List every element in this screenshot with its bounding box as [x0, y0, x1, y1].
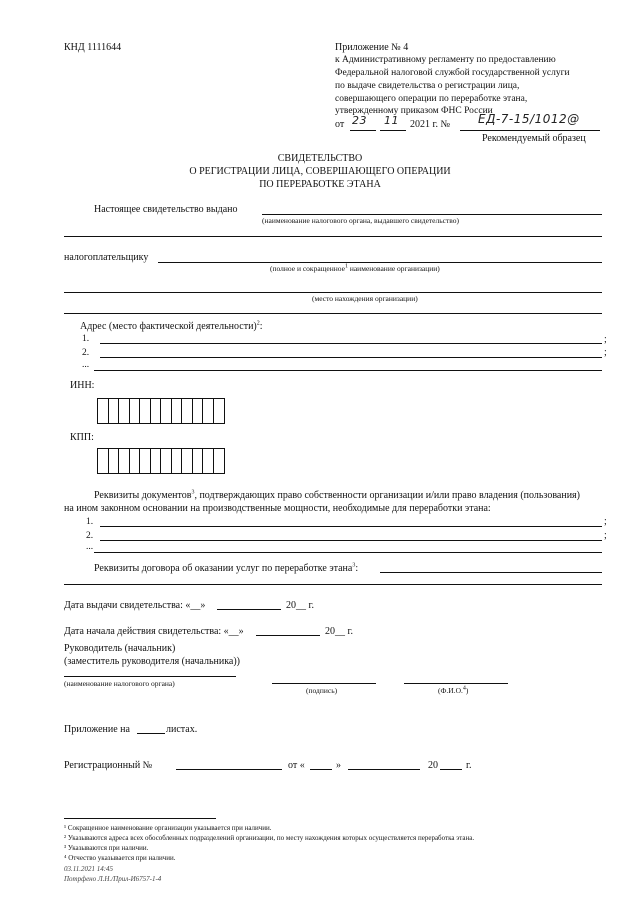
digit-cell[interactable] — [109, 449, 120, 473]
print-stamp-line2: Потрфено Л.Н./Прил-И6757-1-4 — [64, 875, 162, 883]
location-field[interactable] — [64, 292, 602, 293]
digit-cell[interactable] — [203, 449, 214, 473]
signature-field[interactable] — [272, 683, 376, 684]
digit-cell[interactable] — [151, 449, 162, 473]
docs-semicolon: ; — [604, 516, 607, 527]
contract-field[interactable] — [380, 572, 602, 573]
doc-title-line3: ПО ПЕРЕРАБОТКЕ ЭТАНА — [259, 179, 381, 190]
digit-cell[interactable] — [140, 399, 151, 423]
docs-semicolon: ; — [604, 530, 607, 541]
issued-label: Настоящее свидетельство выдано — [94, 204, 238, 215]
fio-field[interactable] — [404, 683, 508, 684]
reg-month-field[interactable] — [348, 769, 420, 770]
reg-day-field[interactable] — [310, 769, 332, 770]
reg-from: от « — [288, 760, 305, 771]
docs-label-line2: на ином законном основании на производственные мощности, необходимые для переработки этана: — [64, 503, 491, 514]
digit-cell[interactable] — [182, 449, 193, 473]
docs-ellipsis: ... — [86, 542, 94, 552]
issued-caption: (наименование налогового органа, выдавшего свидетельство) — [262, 216, 460, 225]
fio-caption: (Ф.И.О.$^4$) — [438, 685, 469, 695]
issue-year: 20__ г. — [286, 600, 314, 611]
head-label-line2: (заместитель руководителя (начальника)) — [64, 656, 241, 667]
inn-label: ИНН: — [70, 380, 95, 391]
appendix-line: по выдаче свидетельства о регистрации лица, — [335, 81, 520, 91]
attachment-label-post: листах. — [166, 724, 198, 735]
signature-caption: (подпись) — [306, 686, 338, 695]
digit-cell[interactable] — [140, 449, 151, 473]
kpp-cells[interactable] — [97, 448, 225, 474]
digit-cell[interactable] — [214, 399, 225, 423]
address-item-1-number: 1. — [82, 334, 90, 344]
reg-label: Регистрационный № — [64, 760, 153, 771]
appendix-line: Федеральной налоговой службой государственной услуги — [335, 68, 570, 78]
docs-label: Реквизиты документов$^3$, подтверждающих право собственности организации и/или право владения (пользования) — [94, 489, 580, 501]
knd-code: КНД 1111644 — [64, 42, 122, 53]
docs-item-n-field[interactable] — [94, 552, 602, 553]
location-caption: (место нахождения организации) — [312, 294, 418, 303]
digit-cell[interactable] — [109, 399, 120, 423]
address-semicolon: ; — [604, 347, 607, 358]
appendix-line: к Административному регламенту по предоставлению — [335, 55, 556, 65]
recommended-sample: Рекомендуемый образец — [482, 133, 586, 144]
issued-field-2[interactable] — [64, 236, 602, 237]
location-field-2[interactable] — [64, 313, 602, 314]
order-month: 11 — [384, 114, 399, 127]
address-label: Адрес (место фактической деятельности)$^2$: — [80, 320, 263, 332]
digit-cell[interactable] — [161, 449, 172, 473]
order-number: ЕД-7-15/1012@ — [478, 112, 580, 126]
footnote-divider — [64, 818, 216, 819]
reg-quote: » — [336, 760, 341, 771]
docs-item-2-number: 2. — [86, 531, 94, 541]
footnote-3: ³ Указываются при наличии. — [64, 844, 149, 852]
digit-cell[interactable] — [182, 399, 193, 423]
order-day-line — [350, 130, 376, 131]
digit-cell[interactable] — [214, 449, 225, 473]
order-month-line — [380, 130, 406, 131]
start-month-field[interactable] — [256, 635, 320, 636]
start-date-label: Дата начала действия свидетельства: «__» — [64, 626, 244, 637]
issued-field[interactable] — [262, 214, 602, 215]
issue-month-field[interactable] — [217, 609, 281, 610]
issue-date-label: Дата выдачи свидетельства: «__» — [64, 600, 206, 611]
appendix-line: утвержденному приказом ФНС России — [335, 106, 493, 116]
digit-cell[interactable] — [98, 399, 109, 423]
docs-item-1-field[interactable] — [100, 526, 602, 527]
reg-year: 20 — [428, 760, 438, 771]
digit-cell[interactable] — [119, 449, 130, 473]
digit-cell[interactable] — [203, 399, 214, 423]
digit-cell[interactable] — [130, 449, 141, 473]
tax-authority-field[interactable] — [64, 676, 236, 677]
footnote-2: ² Указываются адреса всех обособленных подразделений организации, по месту нахождения которых осуществляется переработка этана. — [64, 834, 475, 842]
tax-authority-caption: (наименование налогового органа) — [64, 679, 175, 688]
digit-cell[interactable] — [193, 449, 204, 473]
taxpayer-caption: (полное и сокращенное$^1$ наименование организации) — [270, 263, 440, 273]
footnote-4: ⁴ Отчество указывается при наличии. — [64, 854, 176, 862]
taxpayer-label: налогоплательщику — [64, 252, 149, 263]
address-item-1-field[interactable] — [100, 343, 602, 344]
taxpayer-field[interactable] — [158, 262, 602, 263]
order-number-line — [460, 130, 600, 131]
contract-label: Реквизиты договора об оказании услуг по переработке этана$^3$: — [94, 562, 359, 574]
address-item-2-number: 2. — [82, 348, 90, 358]
inn-cells[interactable] — [97, 398, 225, 424]
order-year: 2021 г. № — [410, 119, 451, 130]
appendix-line: совершающего операции по переработке этана, — [335, 94, 528, 104]
doc-title: СВИДЕТЕЛЬСТВО — [277, 153, 363, 164]
reg-number-field[interactable] — [176, 769, 282, 770]
contract-field-2[interactable] — [64, 584, 602, 585]
address-item-n-field[interactable] — [94, 370, 602, 371]
digit-cell[interactable] — [130, 399, 141, 423]
doc-title-line2: О РЕГИСТРАЦИИ ЛИЦА, СОВЕРШАЮЩЕГО ОПЕРАЦИИ — [189, 166, 451, 177]
digit-cell[interactable] — [193, 399, 204, 423]
kpp-label: КПП: — [70, 432, 94, 443]
docs-item-2-field[interactable] — [100, 540, 602, 541]
address-ellipsis: ... — [82, 360, 90, 370]
footnote-1: ¹ Сокращенное наименование организации указывается при наличии. — [64, 824, 272, 832]
address-item-2-field[interactable] — [100, 357, 602, 358]
digit-cell[interactable] — [161, 399, 172, 423]
digit-cell[interactable] — [151, 399, 162, 423]
docs-item-1-number: 1. — [86, 517, 94, 527]
reg-year-field[interactable] — [440, 769, 462, 770]
digit-cell[interactable] — [119, 399, 130, 423]
attachment-count-field[interactable] — [137, 733, 165, 734]
digit-cell[interactable] — [172, 449, 183, 473]
digit-cell[interactable] — [98, 449, 109, 473]
order-day: 23 — [352, 114, 367, 127]
head-label: Руководитель (начальник) — [64, 643, 176, 654]
reg-g: г. — [466, 760, 472, 771]
appendix-title: Приложение № 4 — [335, 42, 409, 53]
print-stamp: 03.11.2021 14:45 — [64, 865, 114, 873]
address-semicolon: ; — [604, 334, 607, 345]
attachment-label-pre: Приложение на — [64, 724, 130, 735]
start-year: 20__ г. — [325, 626, 353, 637]
digit-cell[interactable] — [172, 399, 183, 423]
order-from: от — [335, 119, 345, 130]
